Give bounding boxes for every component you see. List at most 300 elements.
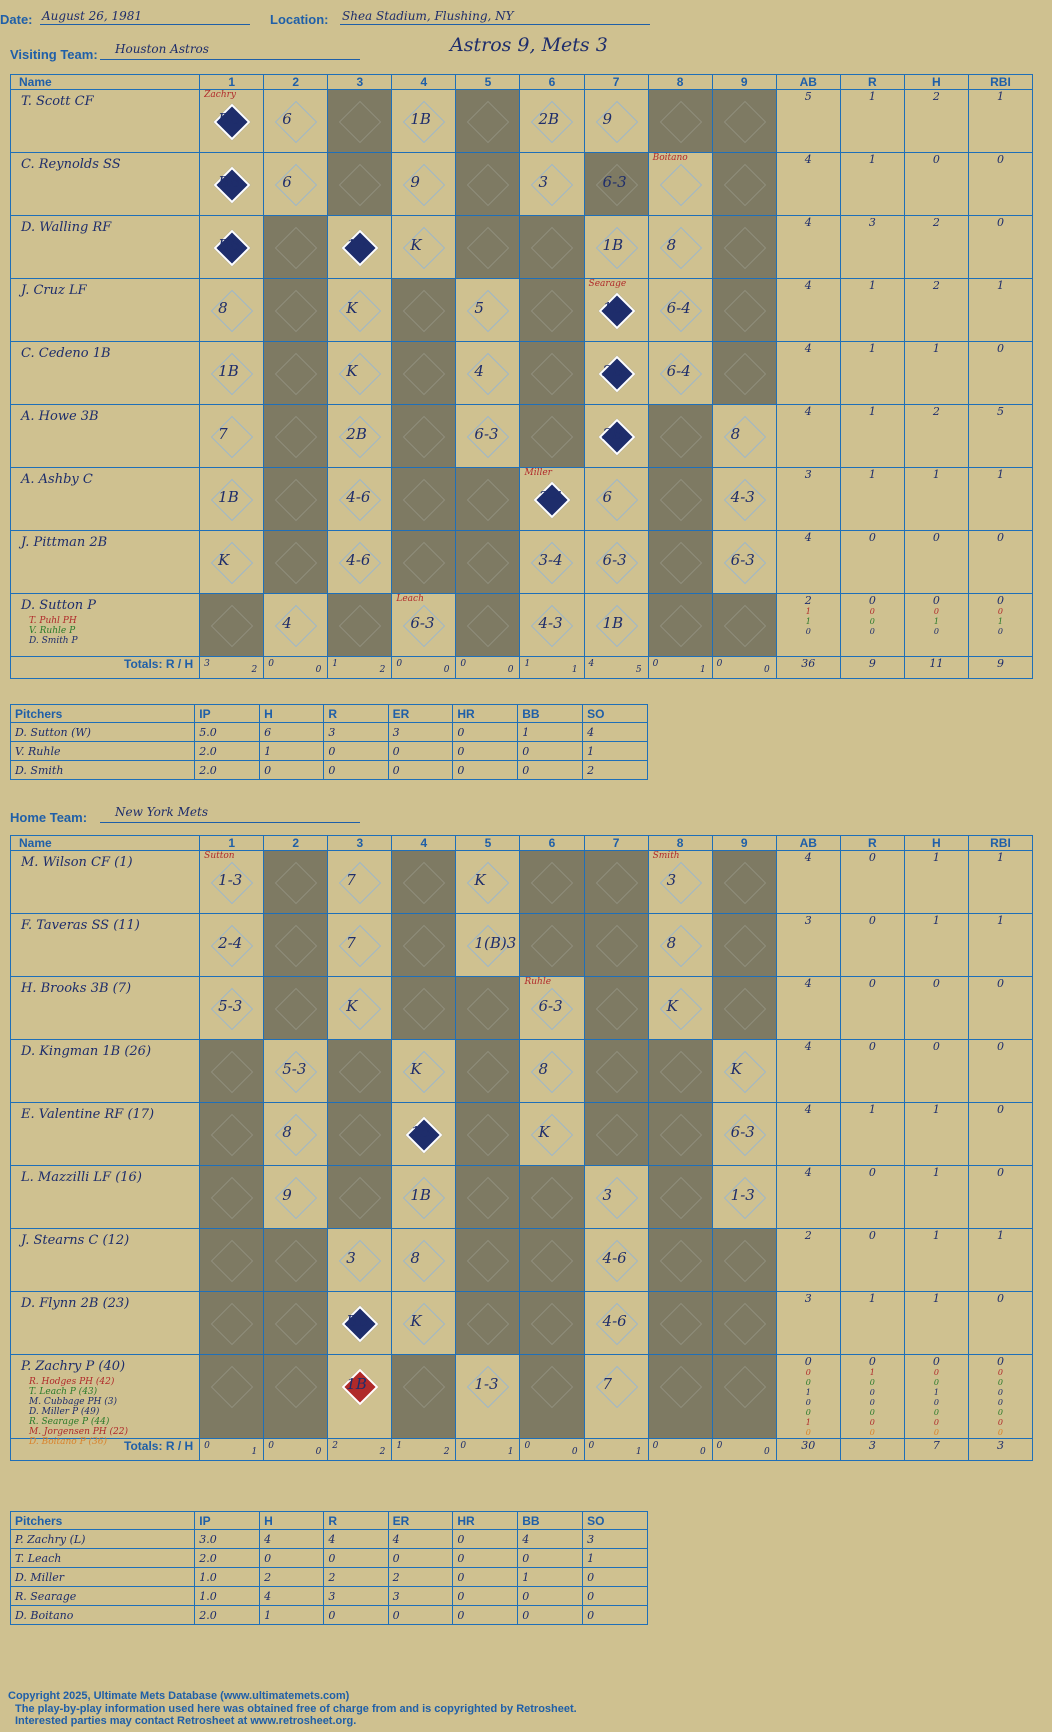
home-pitcher-cell: 0 [583, 1568, 648, 1587]
home-stat-cell [904, 977, 968, 1040]
inning-runs: 0 [268, 659, 274, 669]
visitor-pitcher-cell: 2 [583, 761, 648, 780]
stat-value: 4 [804, 851, 812, 864]
stat-value: 4 [804, 977, 812, 990]
home-inning-cell [584, 1229, 648, 1292]
home-stat-cell [968, 1229, 1032, 1292]
visitor-stat-cell [968, 531, 1032, 594]
substitute-stat: 1 [869, 1368, 875, 1377]
stat-value: 0 [996, 1166, 1004, 1179]
date-line [40, 24, 250, 25]
visitor-stat-cell [904, 531, 968, 594]
home-inning-cell [648, 1229, 712, 1292]
visitor-inning-cell [456, 279, 520, 342]
base-diamond [275, 1366, 317, 1408]
visitor-pitcher-cell: 5.0 [195, 723, 260, 742]
home-pitcher-row [11, 1587, 648, 1606]
player-name: C. Cedeno 1B [21, 346, 111, 361]
play-result: K [410, 1312, 422, 1330]
play-result: 3 [602, 1186, 613, 1204]
base-diamond [275, 479, 317, 521]
home-line [100, 822, 360, 823]
stat-value: 4 [804, 405, 812, 418]
visitor-player-cell [11, 405, 200, 468]
base-diamond [275, 416, 317, 458]
home-inning-cell [328, 1292, 392, 1355]
home-row [11, 1355, 1033, 1439]
home-pitcher-cell: 0 [583, 1606, 648, 1625]
totals-text: Totals: [124, 657, 163, 671]
play-result: 7 [346, 934, 356, 952]
visitor-pitcher-header-row [11, 705, 648, 723]
home-stat-cell [840, 851, 904, 914]
play-result: 8 [410, 1249, 420, 1267]
home-stat-cell [840, 1229, 904, 1292]
visitor-inning-cell [200, 468, 264, 531]
visitor-inning-cell [456, 594, 520, 657]
home-inning-cell [520, 1292, 584, 1355]
visitor-inning-cell [712, 279, 776, 342]
inning-hits: 1 [699, 665, 706, 675]
home-inning-cell [456, 1292, 520, 1355]
visitor-inning-cell [264, 153, 328, 216]
home-row [11, 851, 1033, 914]
home-pitcher-row [11, 1549, 648, 1568]
column-header-inning: 6 [520, 75, 584, 90]
visitor-pitcher-cell: 0 [518, 742, 583, 761]
stat-value: 1 [868, 90, 876, 103]
inning-runs: 0 [396, 659, 403, 669]
inning-runs: 2 [332, 1441, 339, 1451]
base-diamond [275, 1240, 317, 1282]
visitor-stat-cell [776, 279, 840, 342]
location-line [340, 24, 650, 25]
location-label: Location: [270, 12, 329, 27]
visitor-inning-cell [648, 90, 712, 153]
visitor-pitcher-header: R [324, 705, 388, 723]
visitor-stat-cell [904, 153, 968, 216]
column-header-inning: 8 [648, 75, 712, 90]
home-inning-cell [584, 1166, 648, 1229]
visitor-total-cell [648, 657, 712, 679]
pitching-change-note: Boitano [652, 153, 688, 163]
visitor-player-cell [11, 90, 200, 153]
visitor-stat-cell [840, 594, 904, 657]
home-inning-cell [328, 851, 392, 914]
home-stat-cell [776, 1292, 840, 1355]
home-inning-cell [200, 851, 264, 914]
home-inning-cell [520, 1229, 584, 1292]
home-pitcher-cell: 2.0 [195, 1549, 260, 1568]
visitor-inning-cell [264, 279, 328, 342]
inning-runs: 0 [268, 1441, 274, 1451]
visitor-stat-cell [904, 405, 968, 468]
visitor-inning-cell [328, 594, 392, 657]
base-diamond [595, 925, 637, 967]
substitute-stat: 1 [997, 617, 1003, 626]
play-result: 5-3 [282, 1060, 307, 1078]
substitute-stat: 0 [933, 1428, 939, 1437]
substitute-stat: 0 [805, 1428, 811, 1437]
stat-value: 0 [996, 342, 1004, 355]
substitute-stat: 0 [869, 1408, 875, 1417]
visitor-inning-cell [200, 594, 264, 657]
footer-line3: Interested parties may contact Retrosheet at www.retrosheet.org. [15, 1715, 357, 1727]
visitor-stat-cell [904, 594, 968, 657]
base-diamond [595, 1114, 637, 1156]
home-inning-cell [392, 1229, 456, 1292]
totals-r: R [165, 657, 175, 671]
play-result: 1B [218, 362, 239, 380]
home-stat-cell [968, 1040, 1032, 1103]
visitor-inning-cell [648, 594, 712, 657]
base-diamond [275, 290, 317, 332]
substitute-stat: 0 [869, 1378, 875, 1387]
home-inning-cell [712, 977, 776, 1040]
visitor-inning-cell [520, 468, 584, 531]
home-stat-cell [968, 1103, 1032, 1166]
visitor-pitcher-row [11, 723, 648, 742]
base-diamond [659, 605, 701, 647]
home-inning-cell [200, 1103, 264, 1166]
visitor-pitcher-cell: 0 [453, 761, 518, 780]
visitor-pitcher-header: SO [583, 705, 648, 723]
location-value: Shea Stadium, Flushing, NY [342, 9, 514, 23]
home-stat-cell [776, 977, 840, 1040]
play-result: 5 [474, 299, 484, 317]
base-diamond [467, 101, 509, 143]
base-diamond [403, 1366, 445, 1408]
visitor-stat-cell [840, 405, 904, 468]
base-diamond [723, 1240, 765, 1282]
visitor-inning-cell [712, 531, 776, 594]
play-result: K [410, 236, 422, 254]
visitor-stat-cell [776, 531, 840, 594]
visitor-pitcher-cell: 1 [518, 723, 583, 742]
play-result: 2B [538, 110, 560, 128]
play-result: 1B [346, 1375, 367, 1393]
home-stat-cell [968, 1292, 1032, 1355]
visitor-inning-cell [520, 531, 584, 594]
home-inning-cell [392, 914, 456, 977]
play-result: 6 [282, 173, 292, 191]
visitor-inning-cell [520, 342, 584, 405]
play-result: 6-3 [410, 614, 435, 632]
base-diamond [403, 416, 445, 458]
home-pitcher-cell: 3 [388, 1587, 453, 1606]
home-inning-cell [328, 914, 392, 977]
home-inning-cell [648, 1103, 712, 1166]
base-diamond [211, 1303, 253, 1345]
visitor-pitcher-cell: 0 [453, 723, 518, 742]
base-diamond [531, 1177, 573, 1219]
stat-value: 4 [804, 1040, 812, 1053]
home-pitcher-row [11, 1568, 648, 1587]
visitor-inning-cell [648, 342, 712, 405]
visitor-player-cell [11, 531, 200, 594]
play-result: 3 [346, 1249, 356, 1267]
play-result: 1B [410, 110, 431, 128]
home-pitcher-cell: 4 [324, 1530, 388, 1549]
home-inning-cell [648, 914, 712, 977]
home-pitcher-cell: 2 [324, 1568, 388, 1587]
player-name: L. Mazzilli LF (16) [21, 1170, 142, 1185]
play-result: 7 [346, 871, 356, 889]
visitor-stat-cell [904, 216, 968, 279]
substitute-name: R. Searage P (44) [29, 1417, 110, 1427]
player-name: J. Cruz LF [21, 283, 87, 298]
visitor-inning-cell [520, 153, 584, 216]
home-total-stat [840, 1439, 904, 1461]
base-diamond [467, 1114, 509, 1156]
substitute-stat: 0 [997, 1418, 1003, 1427]
play-result: 1B [602, 299, 624, 317]
substitute-name: M. Jorgensen PH (22) [29, 1427, 128, 1437]
base-diamond [275, 925, 317, 967]
column-header-stat: AB [776, 75, 840, 90]
play-result: 1B [410, 1186, 431, 1204]
visitor-inning-cell [456, 90, 520, 153]
visitors-scorecard [10, 74, 1033, 679]
visitor-pitcher-cell: 2.0 [195, 742, 260, 761]
visitor-inning-cell [392, 594, 456, 657]
stat-value: 1 [932, 851, 940, 864]
substitute-name: T. Leach P (43) [29, 1387, 98, 1397]
play-result: 7 [602, 1375, 613, 1393]
substitute-stat: 0 [997, 1408, 1003, 1417]
base-diamond [595, 988, 637, 1030]
home-inning-cell [712, 1103, 776, 1166]
home-row [11, 1166, 1033, 1229]
stat-value: 0 [996, 153, 1004, 166]
home-team-value: New York Mets [115, 805, 208, 819]
visitor-inning-cell [456, 468, 520, 531]
home-stat-cell [840, 1355, 904, 1439]
base-diamond [659, 1366, 701, 1408]
visitor-row [11, 153, 1033, 216]
home-pitcher-cell: 3 [583, 1530, 648, 1549]
home-total-cell [584, 1439, 648, 1461]
base-diamond [403, 542, 445, 584]
visitor-pitcher-header: Pitchers [11, 705, 195, 723]
home-pitcher-cell: 1 [583, 1549, 648, 1568]
visitor-inning-cell [584, 90, 648, 153]
home-inning-cell [648, 1040, 712, 1103]
base-diamond [339, 101, 381, 143]
substitute-stat: 0 [869, 1398, 875, 1407]
home-player-cell [11, 914, 200, 977]
home-stat-cell [904, 1103, 968, 1166]
substitute-stat: 0 [933, 1378, 939, 1387]
home-pitcher-cell: R. Searage [11, 1587, 195, 1606]
home-inning-cell [264, 1040, 328, 1103]
home-inning-cell [456, 1103, 520, 1166]
visitor-pitcher-cell: D. Sutton (W) [11, 723, 195, 742]
base-diamond [531, 227, 573, 269]
base-diamond [211, 605, 253, 647]
visitor-inning-cell [328, 531, 392, 594]
visitor-inning-cell [328, 279, 392, 342]
substitute-stat: 0 [869, 627, 875, 636]
visitor-row [11, 216, 1033, 279]
home-row [11, 977, 1033, 1040]
column-header-inning: 5 [456, 75, 520, 90]
visitor-inning-cell [392, 90, 456, 153]
pitching-change-note: Leach [396, 594, 424, 604]
home-totals-label: Totals: R / H [11, 1439, 200, 1461]
substitute-stat: 0 [869, 1388, 875, 1397]
home-pitcher-header: BB [518, 1512, 583, 1530]
home-stat-cell [968, 977, 1032, 1040]
total-stat-value: 9 [868, 657, 876, 670]
inning-runs: 4 [588, 659, 595, 669]
totals-text: Totals: [124, 1439, 163, 1453]
visitor-row [11, 594, 1033, 657]
home-stat-cell [904, 851, 968, 914]
stat-value: 0 [804, 1355, 812, 1368]
stat-value: 1 [868, 468, 876, 481]
column-header-inning: 4 [392, 75, 456, 90]
home-pitcher-cell: 3.0 [195, 1530, 260, 1549]
home-stat-cell [840, 977, 904, 1040]
home-stat-cell [968, 851, 1032, 914]
stat-value: 1 [996, 90, 1004, 103]
home-stat-cell [904, 914, 968, 977]
visitor-stat-cell [776, 594, 840, 657]
stat-value: 0 [996, 1292, 1004, 1305]
home-pitcher-cell: 0 [518, 1587, 583, 1606]
visitor-totals-label: Totals: R / H [11, 657, 200, 679]
base-diamond [403, 862, 445, 904]
column-header-name: Name [11, 836, 200, 851]
visitor-inning-cell [328, 468, 392, 531]
home-total-cell [392, 1439, 456, 1461]
play-result: 8 [730, 425, 741, 443]
home-stat-cell [840, 1103, 904, 1166]
visitor-inning-cell [392, 153, 456, 216]
home-stat-cell [904, 1229, 968, 1292]
player-name: A. Howe 3B [21, 409, 99, 424]
visitor-row [11, 531, 1033, 594]
stat-value: 1 [868, 279, 876, 292]
substitute-name: M. Cubbage PH (3) [29, 1397, 117, 1407]
player-name: E. Valentine RF (17) [21, 1107, 155, 1122]
visitor-stat-cell [904, 279, 968, 342]
home-inning-cell [392, 977, 456, 1040]
home-total-cell [712, 1439, 776, 1461]
home-inning-cell [328, 1355, 392, 1439]
stat-value: 2 [804, 1229, 812, 1242]
pitching-change-note: Miller [524, 468, 552, 478]
pitching-change-note: Zachry [204, 90, 237, 100]
base-diamond [467, 164, 509, 206]
home-inning-cell [392, 1103, 456, 1166]
pitching-change-note: Sutton [204, 851, 235, 861]
visitor-total-cell [584, 657, 648, 679]
visitor-pitcher-cell: 0 [324, 761, 388, 780]
home-stat-cell [776, 1040, 840, 1103]
total-stat-value: 36 [801, 657, 816, 670]
substitute-stat: 1 [933, 617, 939, 626]
inning-hits: 2 [251, 665, 258, 675]
base-diamond [339, 1177, 381, 1219]
visitor-total-cell [520, 657, 584, 679]
home-total-stat [904, 1439, 968, 1461]
substitutes-list [29, 1377, 128, 1447]
visitor-stat-cell [776, 216, 840, 279]
stat-value: 1 [868, 405, 876, 418]
stat-value: 0 [868, 977, 876, 990]
base-diamond [339, 605, 381, 647]
base-diamond [403, 290, 445, 332]
substitute-stat: 0 [997, 607, 1003, 616]
home-inning-cell [200, 1229, 264, 1292]
play-result: K [474, 871, 486, 889]
column-header-stat: R [840, 836, 904, 851]
substitute-name: D. Miller P (49) [29, 1407, 100, 1417]
stat-value: 4 [804, 153, 812, 166]
visitor-inning-cell [328, 153, 392, 216]
visitor-inning-cell [264, 342, 328, 405]
play-result: 1B [410, 1123, 431, 1141]
play-result: 4-6 [346, 551, 371, 569]
base-diamond [211, 1177, 253, 1219]
stat-value: 4 [804, 342, 812, 355]
stat-value: 0 [996, 531, 1004, 544]
stat-value: 2 [932, 90, 940, 103]
base-diamond [723, 164, 765, 206]
substitute-stat: 1 [805, 617, 811, 626]
base-diamond [275, 1303, 317, 1345]
play-result: 4-3 [730, 488, 755, 506]
home-pitcher-cell: 1 [518, 1568, 583, 1587]
home-inning-cell [264, 1355, 328, 1439]
play-result: 6-3 [474, 425, 499, 443]
visitor-total-stat [968, 657, 1032, 679]
visitor-pitcher-cell: 0 [388, 761, 453, 780]
visitor-totals-row [11, 657, 1033, 679]
home-stat-cell [840, 914, 904, 977]
home-inning-cell [520, 1166, 584, 1229]
column-header-inning: 7 [584, 75, 648, 90]
play-result: 1B [602, 614, 624, 632]
visitor-pitcher-header: BB [518, 705, 583, 723]
home-inning-cell [328, 977, 392, 1040]
home-inning-cell [200, 1292, 264, 1355]
visitor-total-cell [328, 657, 392, 679]
player-name: C. Reynolds SS [21, 157, 121, 172]
visitor-pitcher-row [11, 761, 648, 780]
stat-value: 1 [996, 851, 1004, 864]
home-inning-cell [392, 1355, 456, 1439]
stat-value: 1 [868, 1103, 876, 1116]
home-player-cell [11, 1166, 200, 1229]
stat-value: 3 [804, 1292, 812, 1305]
home-pitcher-cell: 2 [260, 1568, 324, 1587]
visitor-inning-cell [648, 216, 712, 279]
substitute-stat: 0 [805, 1368, 811, 1377]
play-result: 2-4 [218, 934, 243, 952]
base-diamond [211, 1051, 253, 1093]
play-result: 1-3 [730, 1186, 755, 1204]
base-diamond [723, 227, 765, 269]
base-diamond [659, 1303, 701, 1345]
visitor-inning-cell [584, 531, 648, 594]
inning-hits: 2 [379, 665, 386, 675]
total-stat-value: 30 [801, 1439, 816, 1452]
substitute-stat: 0 [933, 1408, 939, 1417]
visitor-total-stat [840, 657, 904, 679]
